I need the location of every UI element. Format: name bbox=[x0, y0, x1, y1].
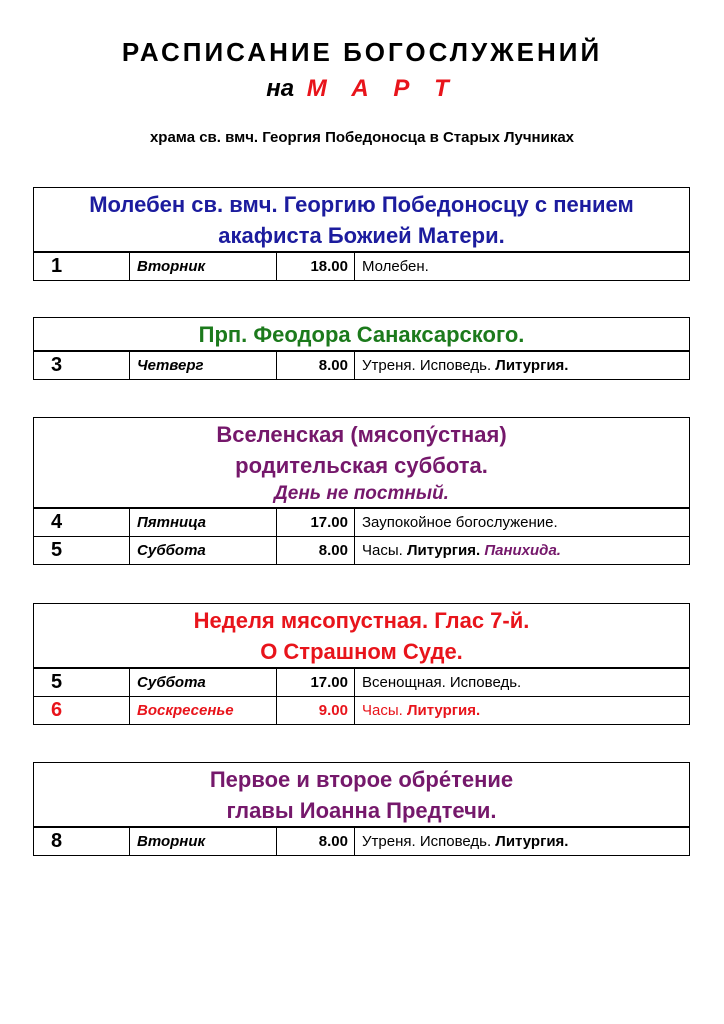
schedule-block-feodor bbox=[33, 317, 690, 380]
day-number: 6 bbox=[51, 699, 63, 721]
schedule-row bbox=[34, 668, 689, 696]
service-description bbox=[354, 509, 689, 536]
block-title-line: родительская суббота. bbox=[235, 453, 488, 478]
schedule-row bbox=[34, 351, 689, 379]
service-time: 8.00 bbox=[276, 352, 354, 379]
schedule-block-parental-saturday bbox=[33, 417, 690, 565]
service-time: 18.00 bbox=[276, 253, 354, 280]
service-text-panikhida: Панихида. bbox=[484, 542, 561, 559]
block-title-line: акафиста Божией Матери. bbox=[218, 223, 505, 248]
service-time: 17.00 bbox=[276, 509, 354, 536]
block-title bbox=[34, 418, 689, 508]
schedule-row bbox=[34, 536, 689, 564]
block-title bbox=[34, 318, 689, 351]
schedule-row bbox=[34, 827, 689, 855]
schedule-block-moleben bbox=[33, 187, 690, 281]
block-note: День не постный. bbox=[274, 483, 449, 504]
block-title bbox=[34, 604, 689, 668]
service-text-liturgy: Литургия. bbox=[495, 357, 569, 374]
block-title-line: Вселенская (мясопу́стная) bbox=[216, 422, 507, 447]
day-number: 3 bbox=[51, 354, 63, 376]
service-time: 9.00 bbox=[276, 697, 354, 724]
weekday: Суббота bbox=[129, 669, 276, 696]
weekday: Вторник bbox=[129, 253, 276, 280]
block-title-line: О Страшном Суде. bbox=[260, 639, 463, 664]
service-text: Молебен. bbox=[362, 258, 429, 275]
service-time: 8.00 bbox=[276, 537, 354, 564]
service-time: 8.00 bbox=[276, 828, 354, 855]
block-title-line: Молебен св. вмч. Георгию Победоносцу с пением bbox=[89, 192, 634, 217]
service-description bbox=[354, 352, 689, 379]
service-text-liturgy: Литургия. bbox=[406, 542, 481, 559]
service-time: 17.00 bbox=[276, 669, 354, 696]
service-text-liturgy: Литургия. bbox=[495, 833, 569, 850]
schedule-row bbox=[34, 252, 689, 280]
page-subtitle bbox=[0, 74, 724, 104]
page-title: РАСПИСАНИЕ БОГОСЛУЖЕНИЙ bbox=[121, 37, 603, 67]
day-number: 1 bbox=[51, 255, 63, 277]
service-text: Часы. bbox=[362, 542, 403, 559]
block-title-line: Прп. Феодора Санаксарского. bbox=[198, 322, 525, 347]
month-label: М А Р Т bbox=[306, 75, 458, 102]
block-title-line: Неделя мясопустная. Глас 7-й. bbox=[193, 608, 530, 633]
service-text-liturgy: Литургия. bbox=[406, 702, 481, 719]
service-text: Всенощная. Исповедь. bbox=[362, 674, 522, 691]
subtitle-prefix: на bbox=[266, 75, 295, 102]
day-number: 5 bbox=[51, 671, 63, 693]
schedule-block-meatfare-sunday bbox=[33, 603, 690, 725]
day-number: 4 bbox=[51, 511, 63, 533]
service-text: Заупокойное богослужение. bbox=[362, 514, 558, 531]
weekday: Вторник bbox=[129, 828, 276, 855]
block-title bbox=[34, 188, 689, 252]
day-number: 5 bbox=[51, 539, 63, 561]
service-text: Часы. bbox=[362, 702, 403, 719]
block-title-line: Первое и второе обре́тение bbox=[209, 767, 514, 792]
church-name: храма св. вмч. Георгия Победоносца в Старых Лучниках bbox=[149, 129, 575, 146]
weekday: Четверг bbox=[129, 352, 276, 379]
day-number: 8 bbox=[51, 830, 63, 852]
service-description bbox=[354, 697, 689, 724]
weekday: Воскресенье bbox=[129, 697, 276, 724]
weekday: Суббота bbox=[129, 537, 276, 564]
service-text: Утреня. Исповедь. bbox=[362, 357, 492, 374]
service-description bbox=[354, 537, 689, 564]
schedule-row bbox=[34, 696, 689, 724]
schedule-row bbox=[34, 508, 689, 536]
service-description bbox=[354, 828, 689, 855]
service-description bbox=[354, 669, 689, 696]
block-title-line: главы Иоанна Предтечи. bbox=[226, 798, 497, 823]
block-title bbox=[34, 763, 689, 827]
weekday: Пятница bbox=[129, 509, 276, 536]
service-description bbox=[354, 253, 689, 280]
schedule-block-finding-head bbox=[33, 762, 690, 856]
service-text: Утреня. Исповедь. bbox=[362, 833, 492, 850]
